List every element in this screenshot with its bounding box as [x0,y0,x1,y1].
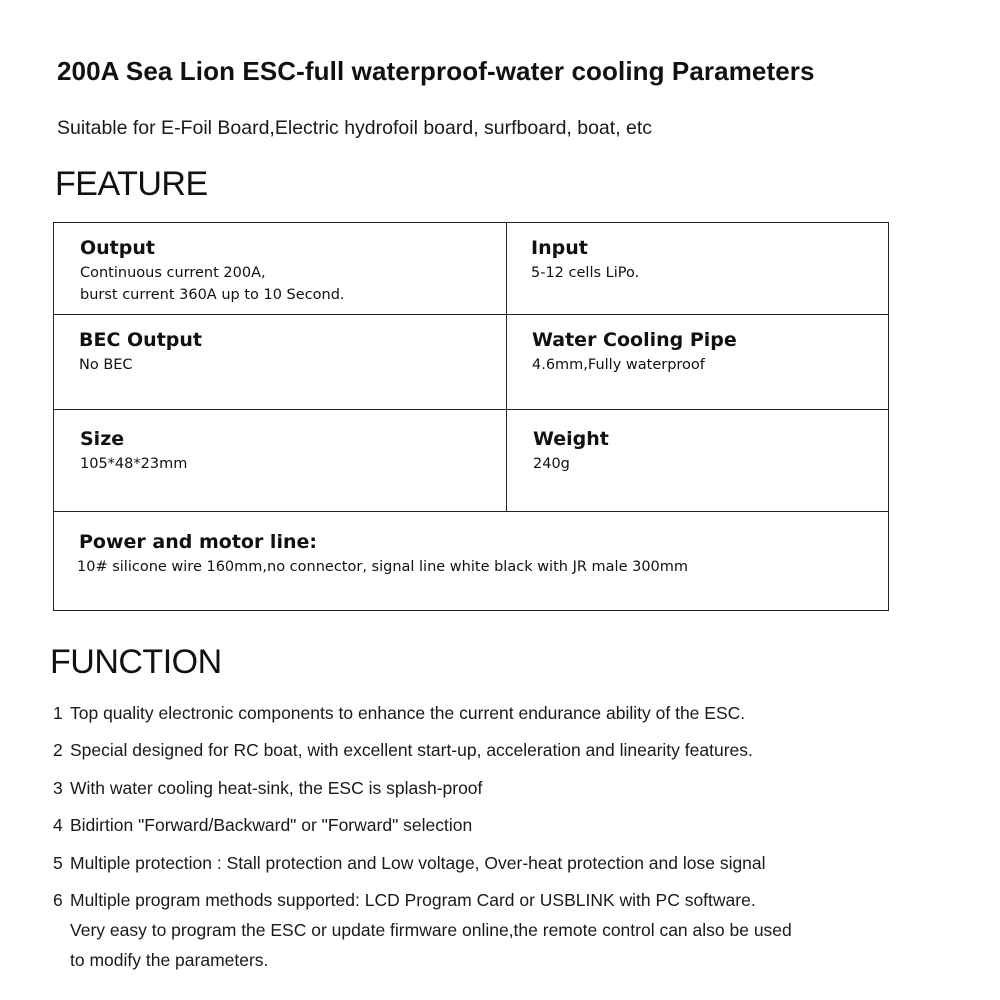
power-motor-line-title: Power and motor line: [79,531,317,553]
list-item [53,698,792,728]
list-item [53,885,792,975]
list-item-text: Multiple protection : Stall protection and Low voltage, Over-heat protection and lose signal [70,852,766,873]
function-heading: FUNCTION [50,643,222,681]
input-title: Input [531,237,588,259]
list-item-text-continuation: to modify the parameters. [70,949,269,970]
list-item-text: Multiple program methods supported: LCD Program Card or USBLINK with PC software. [70,889,756,910]
size-title: Size [80,428,125,450]
feature-table [53,222,889,611]
bec-output-title: BEC Output [79,329,202,351]
function-list [53,698,792,982]
list-item-text: Top quality electronic components to enhance the current endurance ability of the ESC. [70,703,746,723]
list-item [53,810,792,840]
table-column-divider [506,223,507,511]
list-item-number: 2 [53,740,63,761]
list-item-text: With water cooling heat-sink, the ESC is splash-proof [70,777,483,798]
bec-output-cell [79,329,202,376]
page-subtitle: Suitable for E-Foil Board,Electric hydrofoil board, surfboard, boat, etc [57,117,653,139]
weight-title: Weight [533,428,609,450]
output-value-line: Continuous current 200A, [80,265,266,281]
list-item-number: 1 [53,703,63,723]
output-title: Output [80,237,155,259]
list-item [53,848,792,878]
weight-cell [533,428,609,475]
list-item-number: 5 [53,852,63,873]
table-divider [54,511,888,512]
input-value: 5-12 cells LiPo. [531,265,640,281]
list-item-number: 6 [53,889,63,910]
list-item [53,735,792,765]
list-item-number: 4 [53,815,63,836]
list-item [53,773,792,803]
page-title: 200A Sea Lion ESC-full waterproof-water cooling Parameters [57,56,815,86]
power-motor-line-value: 10# silicone wire 160mm,no connector, signal line white black with JR male 300mm [77,559,689,575]
list-item-number: 3 [53,777,63,798]
power-motor-line-cell [79,531,688,578]
size-cell [80,428,187,475]
table-divider [54,409,888,410]
weight-value: 240g [533,456,570,472]
water-cooling-value: 4.6mm,Fully waterproof [532,357,705,373]
bec-output-value: No BEC [79,357,133,373]
list-item-text-continuation: Very easy to program the ESC or update firmware online,the remote control can also be used [70,919,792,940]
output-cell [80,237,345,306]
output-value-line: burst current 360A up to 10 Second. [80,287,345,303]
input-cell [531,237,639,284]
water-cooling-title: Water Cooling Pipe [532,329,737,351]
size-value: 105*48*23mm [80,456,188,472]
table-divider [54,314,888,315]
feature-heading: FEATURE [55,165,208,203]
water-cooling-cell [532,329,737,376]
list-item-text: Special designed for RC boat, with excellent start-up, acceleration and linearity features. [70,740,753,761]
list-item-text: Bidirtion "Forward/Backward" or "Forward" selection [70,815,473,836]
